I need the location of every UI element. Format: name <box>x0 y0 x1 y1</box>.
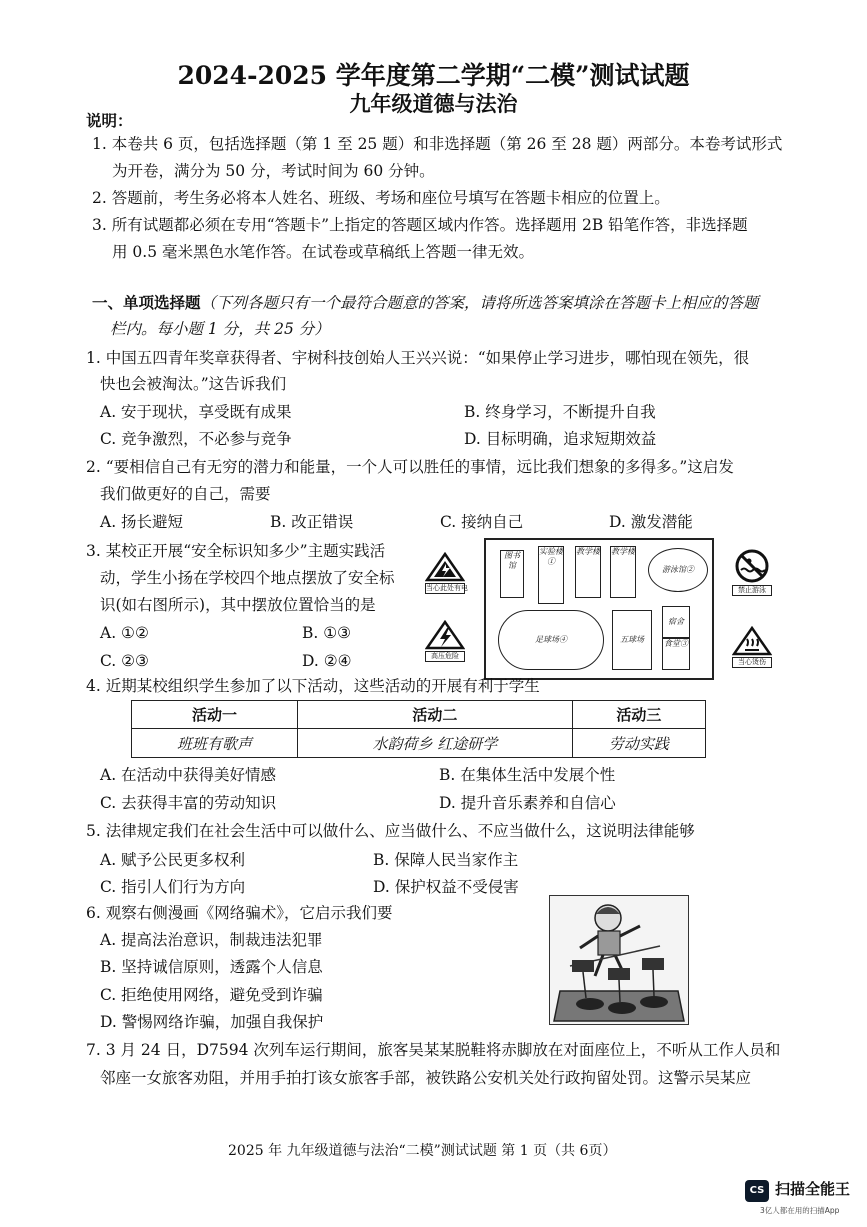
section-desc: （下列各题只有一个最符合题意的答案，请将所选答案填涂在答题卡上相应的答题 <box>200 294 759 312</box>
table-header: 活动一 <box>132 701 298 729</box>
note-line: 3. 所有试题都必须在专用“答题卡”上指定的答题区域内作答。选择题用 2B 铅笔作答，非选择题 <box>92 216 748 234</box>
q6-option-d: D. 警惕网络诈骗，加强自我保护 <box>100 1013 324 1031</box>
q1-option-b: B. 终身学习，不断提升自我 <box>464 403 656 421</box>
sign-caption: 当心烫伤 <box>732 657 772 668</box>
sign-caption: 当心此处有电 <box>426 584 468 592</box>
sign-caption: 禁止游泳 <box>732 585 772 596</box>
map-library: 图书馆 <box>500 550 524 598</box>
note-line: 1. 本卷共 6 页，包括选择题（第 1 至 25 题）和非选择题（第 26 至 28 题）两部分。本卷考试形式 <box>92 135 783 153</box>
campus-map <box>484 538 714 680</box>
q2-option-d: D. 激发潜能 <box>609 513 693 531</box>
map-teaching-building: 教学楼 <box>610 546 636 598</box>
q3-stem: 动，学生小扬在学校四个地点摆放了安全标 <box>100 569 395 587</box>
q4-option-b: B. 在集体生活中发展个性 <box>439 766 616 784</box>
scanner-logo-icon: CS <box>745 1180 769 1202</box>
map-ball-court: 五球场 <box>612 610 652 670</box>
q7-stem: 邻座一女旅客劝阻，并用手拍打该女旅客手部，被铁路公安机关处行政拘留处罚。这警示吴某应 <box>100 1069 752 1087</box>
exam-subtitle: 九年级道德与法治 <box>349 91 518 116</box>
table-header-row <box>132 701 706 729</box>
q1-stem: 1. 中国五四青年奖章获得者、宇树科技创始人王兴兴说：“如果停止学习进步，哪怕现在领先，很 <box>86 349 750 367</box>
table-row <box>132 729 706 758</box>
map-canteen: 食堂③ <box>662 638 690 670</box>
q2-option-a: A. 扬长避短 <box>100 513 184 531</box>
q5-option-b: B. 保障人民当家作主 <box>373 851 519 869</box>
sign-scald <box>732 626 772 668</box>
q6-option-a: A. 提高法治意识，制裁违法犯罪 <box>100 931 323 949</box>
high-voltage-icon <box>425 620 465 650</box>
q2-option-b: B. 改正错误 <box>270 513 354 531</box>
note-line: 2. 答题前，考生务必将本人姓名、班级、考场和座位号填写在答题卡相应的位置上。 <box>92 189 670 207</box>
q3-option-c: C. ②③ <box>100 652 149 670</box>
q3-stem: 3. 某校正开展“安全标识知多少”主题实践活 <box>86 542 386 560</box>
q6-stem: 6. 观察右侧漫画《网络骗术》，它启示我们要 <box>86 904 393 922</box>
sign-electric <box>425 552 468 594</box>
q3-option-a: A. ①② <box>100 624 149 642</box>
section-heading-line <box>92 293 759 313</box>
q1-option-d: D. 目标明确，追求短期效益 <box>464 430 657 448</box>
hot-surface-icon <box>732 626 772 656</box>
q6-option-b: B. 坚持诚信原则，透露个人信息 <box>100 958 323 976</box>
table-header: 活动二 <box>298 701 573 729</box>
sign-high-voltage <box>425 620 465 662</box>
map-teaching-building: 教学楼 <box>575 546 601 598</box>
no-swimming-icon <box>732 548 772 584</box>
q5-option-a: A. 赋予公民更多权利 <box>100 851 246 869</box>
table-header: 活动三 <box>572 701 705 729</box>
table-cell: 劳动实践 <box>572 729 705 758</box>
q4-option-c: C. 去获得丰富的劳动知识 <box>100 794 277 812</box>
q2-option-c: C. 接纳自己 <box>440 513 524 531</box>
table-cell: 班班有歌声 <box>132 729 298 758</box>
map-swimming-hall: 游泳馆② <box>648 548 708 592</box>
q1-stem: 快也会被淘汰。”这告诉我们 <box>100 375 287 393</box>
sign-no-swim <box>732 548 772 596</box>
q2-stem: 2. “要相信自己有无穷的潜力和能量，一个人可以胜任的事情，远比我们想象的多得多。”这启发 <box>86 458 734 476</box>
scanner-app-name: 扫描全能王 <box>775 1180 851 1198</box>
q7-stem: 7. 3 月 24 日，D7594 次列车运行期间，旅客吴某某脱鞋将赤脚放在对面座位上，不听从工作人员和 <box>86 1041 781 1059</box>
map-football-field: 足球场④ <box>498 610 604 670</box>
q6-option-c: C. 拒绝使用网络，避免受到诈骗 <box>100 986 323 1004</box>
q4-stem: 4. 近期某校组织学生参加了以下活动，这些活动的开展有利于学生 <box>86 677 540 695</box>
q5-option-c: C. 指引人们行为方向 <box>100 878 246 896</box>
notes-heading: 说明： <box>86 111 133 130</box>
scanner-app-tagline: 3亿人都在用的扫描App <box>760 1206 840 1215</box>
section-desc-2: 栏内。每小题 1 分，共 25 分） <box>110 320 330 338</box>
q4-option-d: D. 提升音乐素养和自信心 <box>439 794 616 812</box>
exam-title: 2024-2025 学年度第二学期“二模”测试试题 <box>177 61 690 90</box>
q5-option-d: D. 保护权益不受侵害 <box>373 878 519 896</box>
table-cell: 水韵荷乡 红途研学 <box>298 729 573 758</box>
q5-stem: 5. 法律规定我们在社会生活中可以做什么、应当做什么、不应当做什么，这说明法律能够 <box>86 822 695 840</box>
network-fraud-cartoon <box>549 895 689 1025</box>
sign-caption: 高压危险 <box>425 651 465 662</box>
cartoon-illustration-icon <box>550 896 688 1024</box>
q1-option-c: C. 竞争激烈，不必参与竞争 <box>100 430 292 448</box>
q3-option-d: D. ②④ <box>302 652 352 670</box>
note-line: 为开卷，满分为 50 分，考试时间为 60 分钟。 <box>112 162 435 180</box>
warning-triangle-icon <box>425 552 465 582</box>
q4-option-a: A. 在活动中获得美好情感 <box>100 766 277 784</box>
activity-table <box>131 700 706 758</box>
q3-stem: 识(如右图所示)，其中摆放位置恰当的是 <box>100 596 376 614</box>
section-heading: 一、单项选择题 <box>92 293 201 312</box>
note-line: 用 0.5 毫米黑色水笔作答。在试卷或草稿纸上答题一律无效。 <box>112 243 535 261</box>
map-dormitory: 宿舍 <box>662 606 690 638</box>
q2-stem: 我们做更好的自己，需要 <box>100 485 271 503</box>
q1-option-a: A. 安于现状，享受既有成果 <box>100 403 292 421</box>
page-footer: 2025 年 九年级道德与法治“二模”测试试题 第 1 页（共 6页） <box>228 1143 617 1159</box>
q3-option-b: B. ①③ <box>302 624 352 642</box>
map-lab-building: 实验楼① <box>538 546 564 604</box>
